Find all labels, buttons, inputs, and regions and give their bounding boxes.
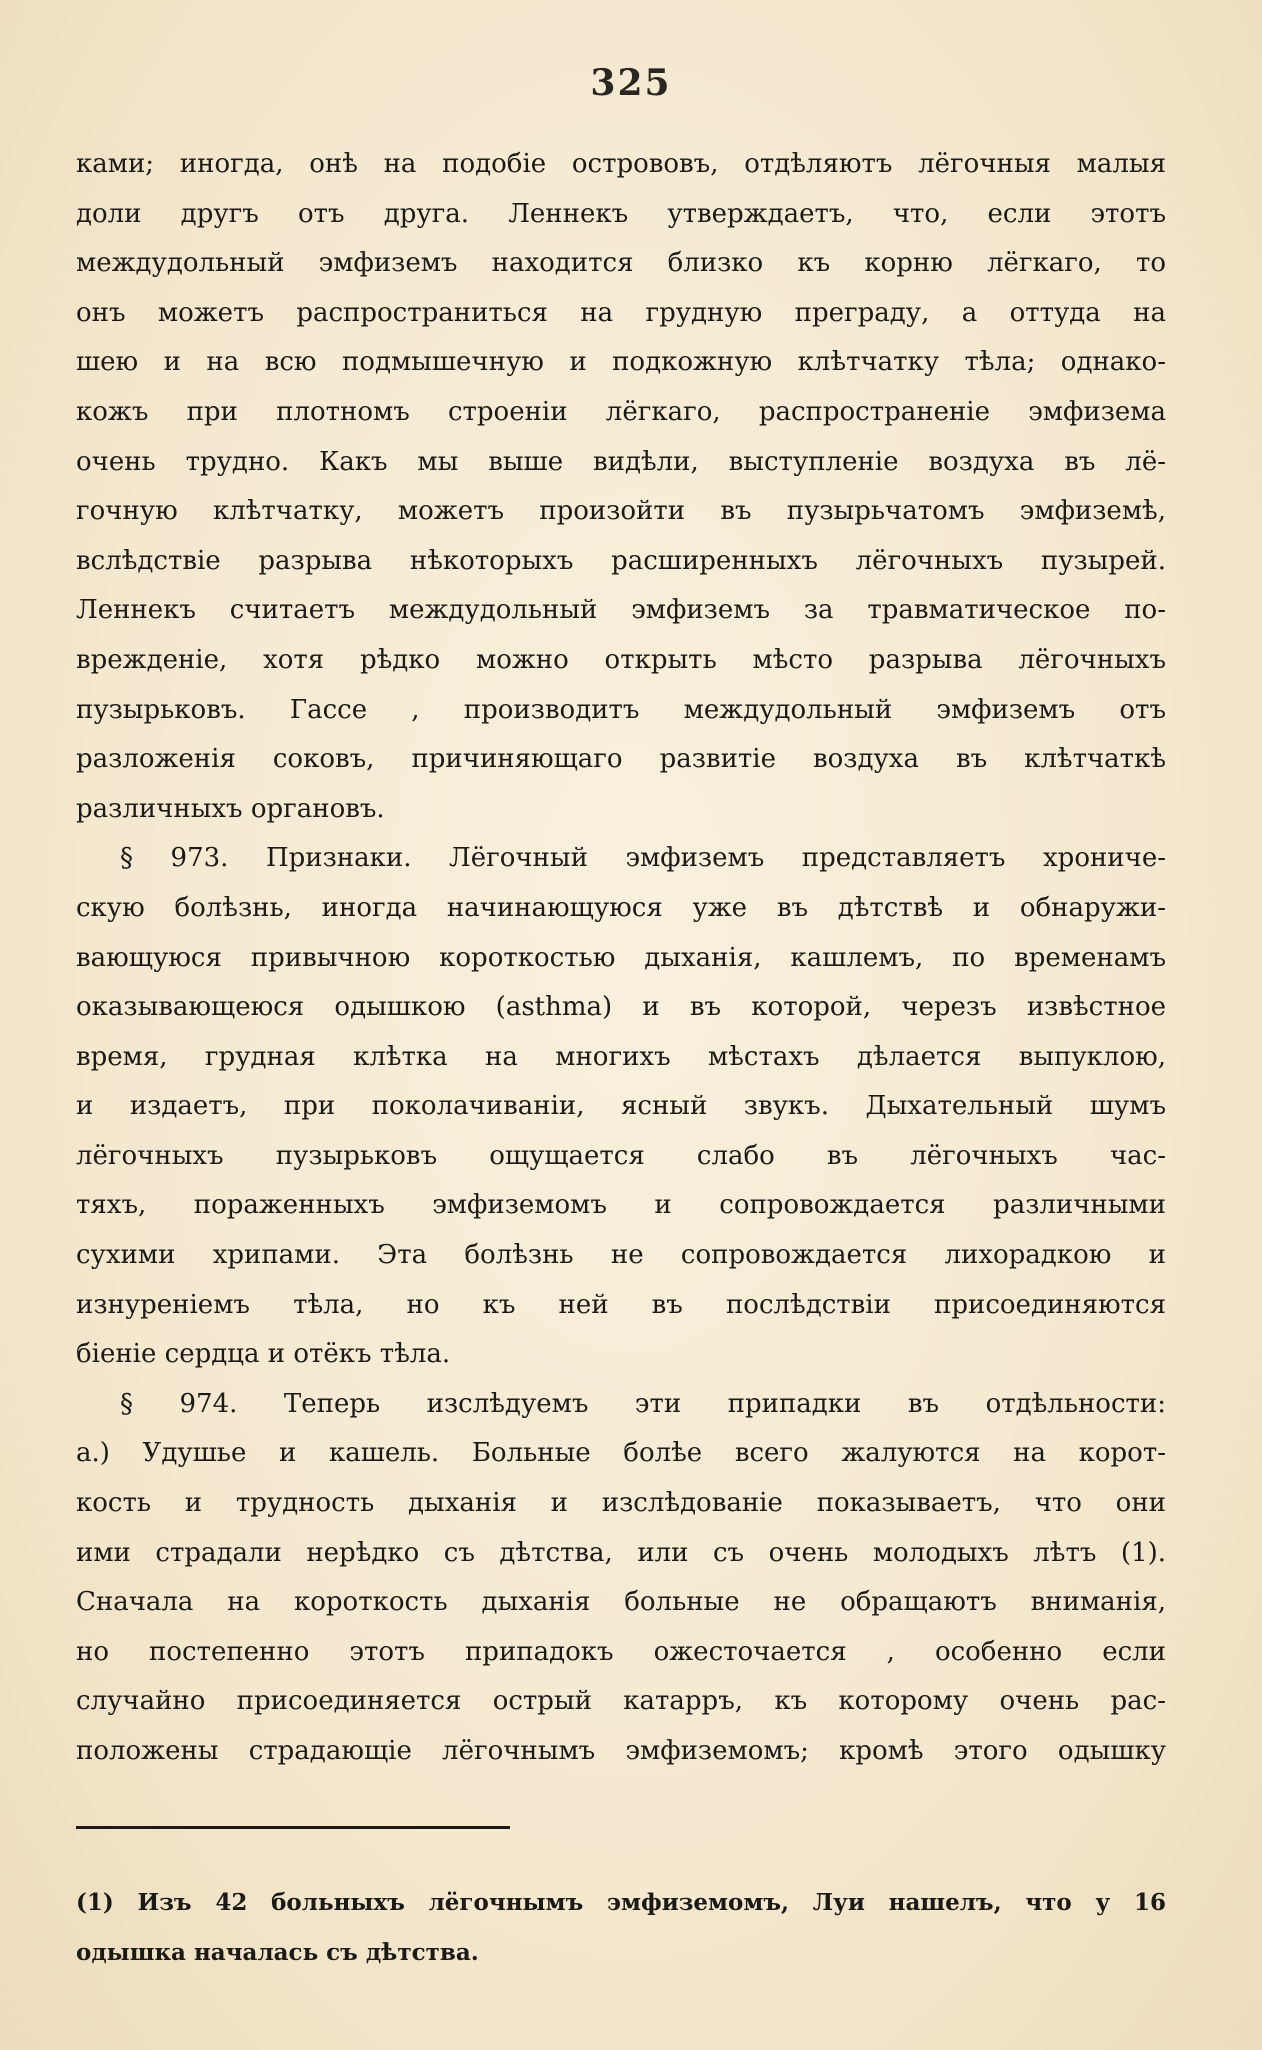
text-line: ими страдали нерѣдко съ дѣтства, или съ очень молодыхъ лѣтъ (1). [76, 1537, 1166, 1568]
text-line: Леннекъ считаетъ междудольный эмфиземъ за травматическое по- [76, 595, 1166, 626]
footnote [76, 1878, 1166, 1978]
footnote-divider [76, 1826, 510, 1829]
text-line: ками; иногда, онѣ на подобіе острововъ, отдѣляютъ лёгочныя малыя [76, 149, 1166, 179]
text-line: разложенія соковъ, причиняющаго развитіе воздуха въ клѣтчаткѣ [76, 744, 1166, 775]
text-line: врежденіе, хотя рѣдко можно открыть мѣсто разрыва лёгочныхъ [76, 644, 1166, 675]
text-line: біеніе сердца и отёкъ тѣла. [76, 1339, 451, 1370]
text-line: а.) Удушье и кашель. Больные болѣе всего жалуются на корот- [76, 1438, 1166, 1469]
text-line: онъ можетъ распространиться на грудную преграду, а оттуда на [76, 297, 1166, 328]
text-line: пузырьковъ. Гассе , производитъ междудольный эмфиземъ отъ [76, 694, 1166, 725]
text-line: тяхъ, пораженныхъ эмфиземомъ и сопровождается различными [76, 1190, 1166, 1221]
text-line: случайно присоединяется острый катарръ, къ которому очень рас- [76, 1686, 1166, 1717]
text-line: вающуюся привычною короткостью дыханія, кашлемъ, по временамъ [76, 942, 1166, 973]
text-line: и издаетъ, при поколачиваніи, ясный звукъ. Дыхательный шумъ [76, 1091, 1166, 1122]
page-number: 325 [590, 62, 672, 104]
footnote-line: одышка началась съ дѣтства. [76, 1939, 479, 1966]
text-line: кожъ при плотномъ строеніи лёгкаго, распространеніе эмфизема [76, 396, 1166, 427]
text-line: шею и на всю подмышечную и подкожную клѣтчатку тѣла; однако- [76, 347, 1166, 378]
text-line: вслѣдствіе разрыва нѣкоторыхъ расширенныхъ лёгочныхъ пузырей. [76, 545, 1166, 576]
body-text [76, 140, 1166, 1777]
footnote-line: (1) Изъ 42 больныхъ лёгочнымъ эмфиземомъ, Луи нашелъ, что у 16 [76, 1889, 1166, 1916]
text-line: различныхъ органовъ. [76, 793, 385, 824]
text-line: очень трудно. Какъ мы выше видѣли, выступленіе воздуха въ лё- [76, 446, 1166, 477]
section-973-heading-line: § 973. Признаки. Лёгочный эмфиземъ представляетъ хрониче- [120, 843, 1166, 874]
text-line: доли другъ отъ друга. Леннекъ утверждаетъ, что, если этотъ [76, 198, 1166, 229]
text-line: изнуреніемъ тѣла, но къ ней въ послѣдствіи присоединяются [76, 1289, 1166, 1320]
text-line: скую болѣзнь, иногда начинающуюся уже въ дѣтствѣ и обнаружи- [76, 892, 1166, 923]
text-line: кость и трудность дыханія и изслѣдованіе показываетъ, что они [76, 1488, 1166, 1519]
text-line: оказывающеюся одышкою (asthma) и въ которой, черезъ извѣстное [76, 992, 1166, 1023]
text-line: время, грудная клѣтка на многихъ мѣстахъ дѣлается выпуклою, [76, 1041, 1166, 1072]
text-line: но постепенно этотъ припадокъ ожесточается , особенно если [76, 1636, 1166, 1667]
text-line: положены страдающіе лёгочнымъ эмфиземомъ; кромѣ этого одышку [76, 1736, 1166, 1766]
text-line: лёгочныхъ пузырьковъ ощущается слабо въ лёгочныхъ час- [76, 1140, 1166, 1171]
text-line: сухими хрипами. Эта болѣзнь не сопровождается лихорадкою и [76, 1240, 1166, 1271]
text-line: гочную клѣтчатку, можетъ произойти въ пузырьчатомъ эмфиземѣ, [76, 496, 1166, 527]
text-line: Сначала на короткость дыханія больные не обращаютъ вниманія, [76, 1587, 1166, 1618]
text-line: междудольный эмфиземъ находится близко къ корню лёгкаго, то [76, 248, 1166, 279]
section-974-heading-line: § 974. Теперь изслѣдуемъ эти припадки въ отдѣльности: [120, 1388, 1166, 1419]
